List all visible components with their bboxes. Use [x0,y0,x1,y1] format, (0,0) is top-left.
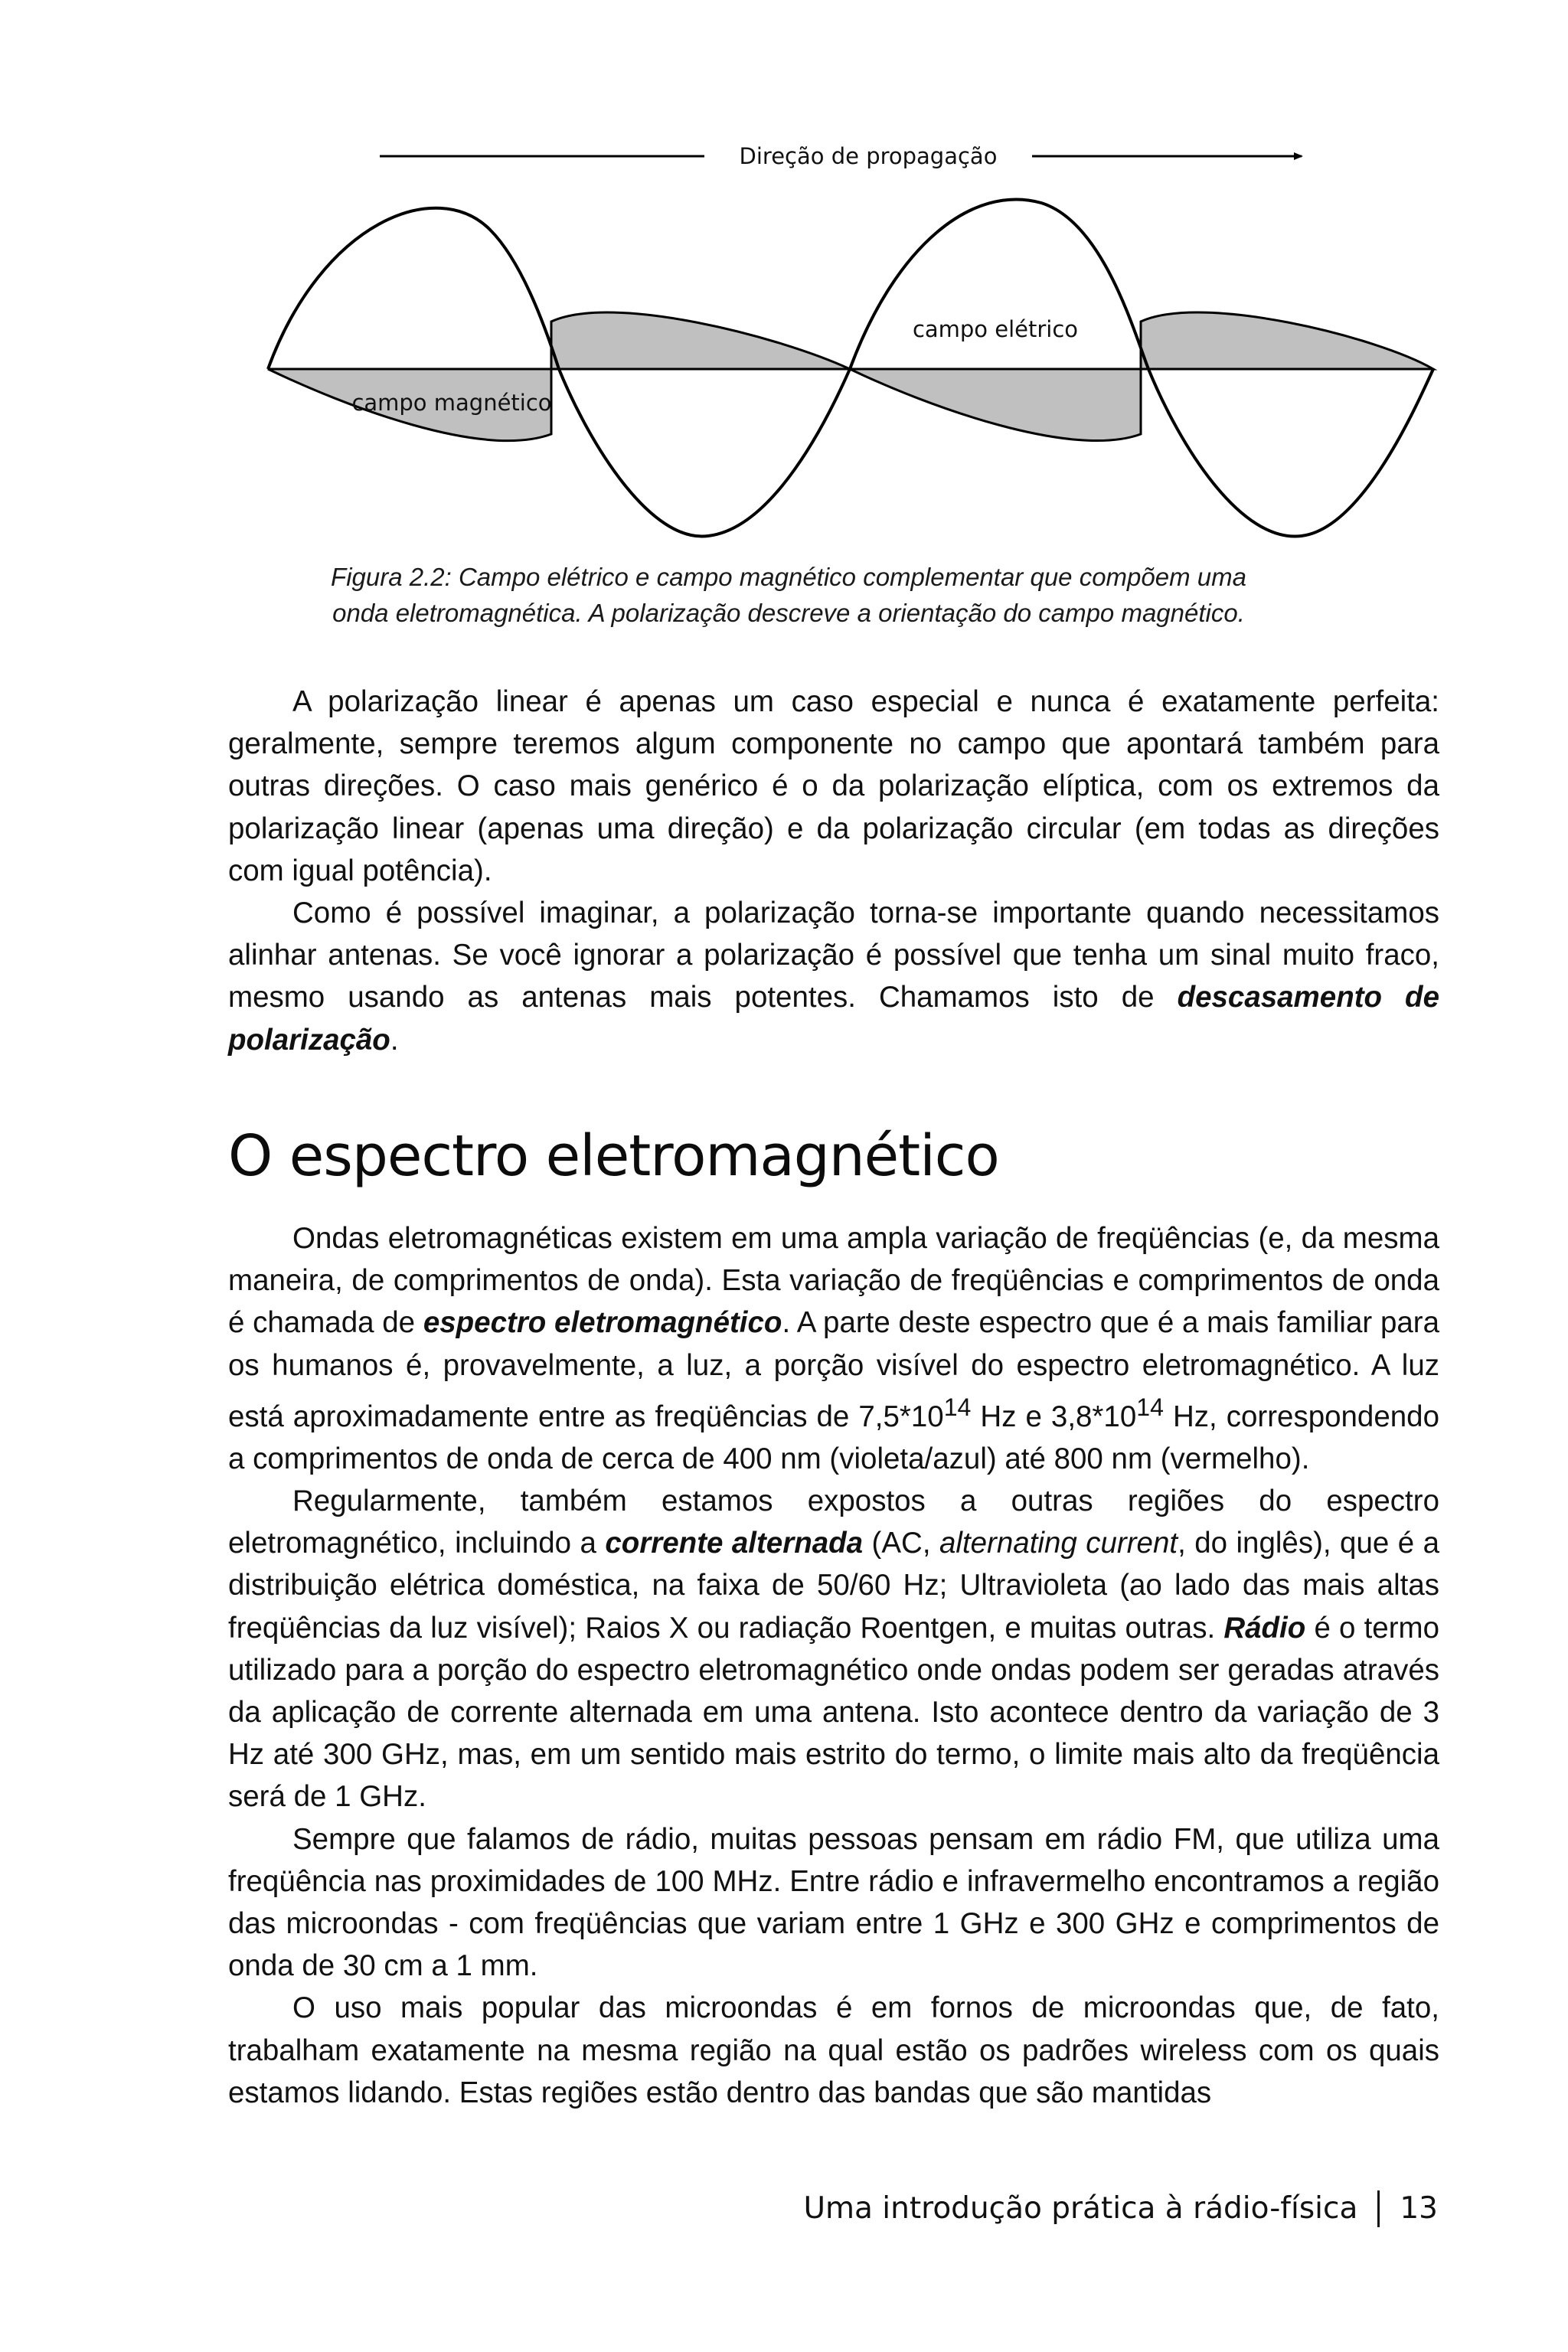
paragraph-microwave-ovens: O uso mais popular das microondas é em fornos de microondas que, de fato, trabalham exatamente na mesma região na qual estão os padrões wireless com os quais estamos lidando. Estas regiões estão dentro das bandas que são mantidas [228,1991,1439,2109]
intro-text [228,681,1439,1061]
caption-line-1: Figura 2.2: Campo elétrico e campo magnético complementar que compõem uma [331,563,1246,591]
caption-line-2: onda eletromagnética. A polarização descreve a orientação do campo magnético. [332,599,1245,627]
section-title: O espectro eletromagnético [228,1123,999,1189]
paragraph-text: Hz e 3,8*10 [971,1400,1137,1433]
section-body [228,1217,1439,2114]
paragraph-text: Como é possível imaginar, a polarização torna-se importante quando necessitamos alinhar antenas. Se você ignorar a polarização é possível que tenha um sinal muito fraco, mesmo usando as antenas mais potentes. Chamamos isto de [228,897,1439,1014]
page-footer [803,2190,1438,2228]
paragraph-text: é o termo utilizado para a porção do espectro eletromagnético onde ondas podem ser geradas através da aplicação de corrente alternada em uma antena. Isto acontece dentro da variação de 3 Hz até 300 GHz, mas, em um sentido mais estrito do termo, o limite mais alto da freqüência será de 1 GHz. [228,1611,1440,1814]
superscript: 14 [1136,1393,1164,1421]
emphasis-term: espectro eletromagnético [423,1306,782,1340]
paragraph-radio-microwave: Sempre que falamos de rádio, muitas pessoas pensam em rádio FM, que utiliza uma freqüência nas proximidades de 100 MHz. Entre rádio e infravermelho encontramos a região das microondas - com freqüências que variam entre 1 GHz e 300 GHz e comprimentos de onda de 30 cm a 1 mm. [228,1822,1439,1983]
emphasis-term: Rádio [1223,1611,1306,1645]
paragraph-text: Regularmente, também estamos expostos a outras regiões do espectro eletromagnético, incluindo a [228,1485,1439,1560]
magnetic-field-label: campo magnético [351,390,552,416]
magnetic-lobe-2 [551,312,850,369]
page-number: 13 [1400,2191,1438,2226]
wave-figure [245,130,1439,559]
propagation-label: Direção de propagação [739,143,998,169]
footer-book-title: Uma introdução prática à rádio-física [803,2191,1358,2226]
superscript: 14 [943,1393,972,1421]
paragraph-text: , do inglês), que é a distribuição elétrica doméstica, na faixa de 50/60 Hz; Ultravioleta (ao lado das mais altas freqüências da luz visível); Raios X ou radiação Roentgen, e muitas outras. [228,1527,1440,1645]
footer-separator [1377,2190,1380,2227]
italic-term: alternating current [939,1527,1178,1560]
paragraph-text: Ondas eletromagnéticas existem em uma ampla variação de freqüências (e, da mesma maneira, de comprimentos de onda). Esta variação de freqüências e comprimentos de onda é chamada de [228,1222,1439,1340]
paragraph-spectrum-regions [228,1480,1439,1818]
magnetic-lobe-4 [1141,312,1433,369]
electric-field-label: campo elétrico [912,316,1079,342]
paragraph-polarization-linear: A polarização linear é apenas um caso especial e nunca é exatamente perfeita: geralmente, sempre teremos algum componente no campo que apontará também para outras direções. O caso mais genérico é o da polarização elíptica, com os extremos da polarização linear (apenas uma direção) e da polarização circular (em todas as direções com igual potência). [228,685,1439,887]
paragraph-text: Hz, correspondendo a comprimentos de onda de cerca de 400 nm (violeta/azul) até 800 nm (vermelho). [228,1400,1439,1475]
paragraph-spectrum-intro [228,1217,1439,1480]
wave-diagram [245,130,1439,559]
figure-caption [230,559,1348,631]
paragraph-polarization-alignment [228,892,1439,1061]
paragraph-text: (AC, [863,1527,939,1560]
paragraph-text: . [390,1023,399,1057]
magnetic-lobe-3 [850,369,1141,441]
paragraph-text: . A parte deste espectro que é a mais familiar para os humanos é, provavelmente, a luz, a porção visível do espectro eletromagnético. A luz está aproximadamente entre as freqüências de 7,5*10 [228,1306,1439,1433]
emphasis-term: descasamento de polarização [228,981,1439,1057]
emphasis-term: corrente alternada [605,1527,864,1560]
